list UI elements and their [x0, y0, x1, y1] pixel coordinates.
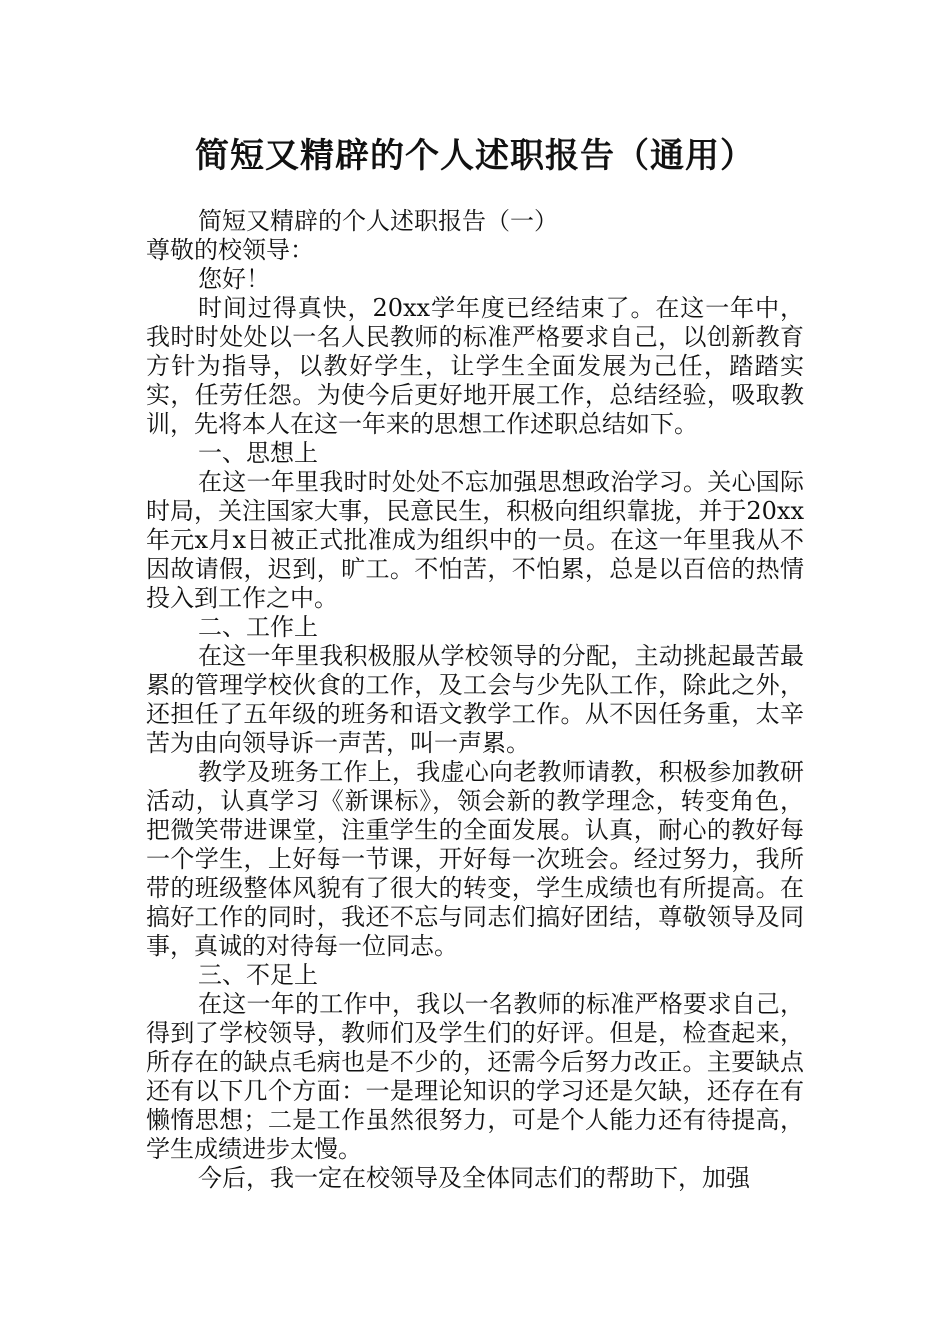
paragraph-teaching: 教学及班务工作上，我虚心向老教师请教，积极参加教研活动，认真学习《新课标》，领会新的教学理念，转变角色，把微笑带进课堂，注重学生的全面发展。认真，耐心的教好每一个学生，上好每一节课，开好每一次班会。经过努力，我所带的班级整体风貌有了很大的转变，学生成绩也有所提高。在搞好工作的同时，我还不忘与同志们搞好团结，尊敬领导及同事，真诚的对待每一位同志。	[146, 758, 804, 960]
paragraph-shortcomings: 在这一年的工作中，我以一名教师的标准严格要求自己，得到了学校领导，教师们及学生们的好评。但是，检查起来，所存在的缺点毛病也是不少的，还需今后努力改正。主要缺点还有以下几个方面：一是理论知识的学习还是欠缺，还存在有懒惰思想；二是工作虽然很努力，可是个人能力还有待提高，学生成绩进步太慢。	[146, 990, 804, 1163]
paragraph-thought: 在这一年里我时时处处不忘加强思想政治学习。关心国际时局，关注国家大事，民意民生，积极向组织靠拢，并于20xx年元x月x日被正式批准成为组织中的一员。在这一年里我从不因故请假，迟到，旷工。不怕苦，不怕累，总是以百倍的热情投入到工作之中。	[146, 468, 804, 612]
document-body	[146, 207, 804, 1193]
paragraph-intro: 时间过得真快，20xx学年度已经结束了。在这一年中，我时时处处以一名人民教师的标准严格要求自己，以创新教育方针为指导，以教好学生，让学生全面发展为己任，踏踏实实，任劳任怨。为使今后更好地开展工作，总结经验，吸取教训，先将本人在这一年来的思想工作述职总结如下。	[146, 294, 804, 438]
salutation: 尊敬的校领导：	[146, 236, 314, 264]
greeting: 您好！	[198, 265, 270, 293]
subheading-thought: 一、思想上	[198, 439, 318, 467]
subheading-shortcomings: 三、不足上	[198, 961, 318, 989]
subheading-work: 二、工作上	[198, 613, 318, 641]
section-heading: 简短又精辟的个人述职报告（一）	[198, 207, 558, 235]
paragraph-future: 今后，我一定在校领导及全体同志们的帮助下，加强	[198, 1164, 750, 1192]
document-title: 简短又精辟的个人述职报告（通用）	[195, 136, 755, 176]
paragraph-work: 在这一年里我积极服从学校领导的分配，主动挑起最苦最累的管理学校伙食的工作，及工会与少先队工作，除此之外，还担任了五年级的班务和语文教学工作。从不因任务重，太辛苦为由向领导诉一声苦，叫一声累。	[146, 642, 804, 757]
